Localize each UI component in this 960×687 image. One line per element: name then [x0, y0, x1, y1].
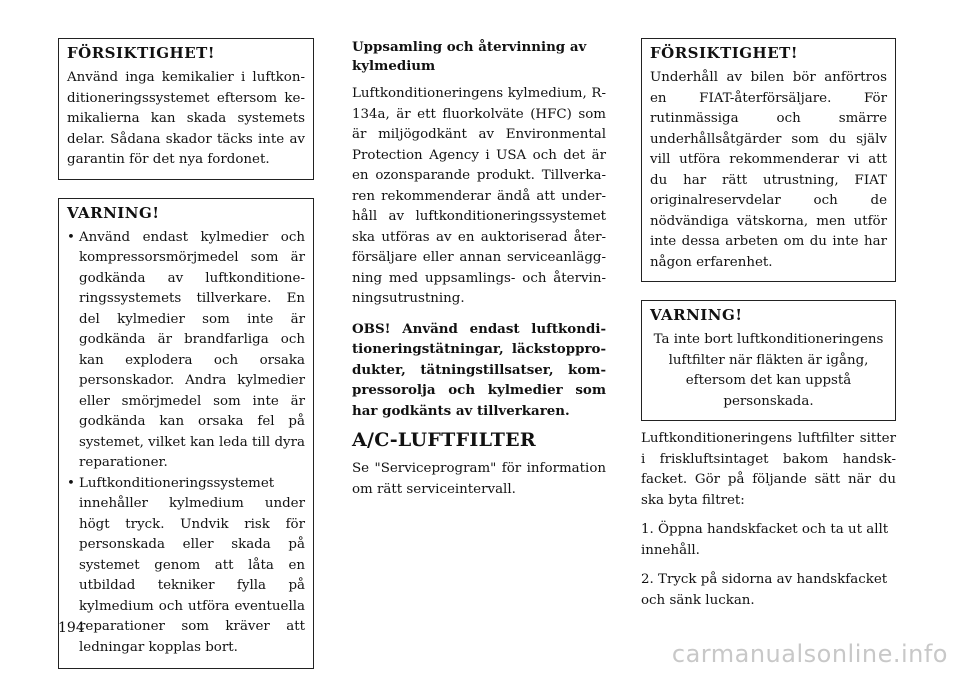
warning-bullet-text: Luftkonditioneringssystemet innehåller kylmedium under högt tryck. Undvik risk för personskada eller skada på systemet genom att låta en utbildad tekniker fylla på kylmedium och utföra eventuella reparationer som kräver att ledningar kopplas bort.: [79, 475, 305, 655]
caution-text: Använd inga kemikalier i luftkonditioneringssystemet eftersom kemikalierna kan skada systemets delar. Sådana skador täcks inte av garantin för det nya fordonet.: [67, 70, 305, 167]
column-middle: [352, 38, 606, 509]
step-item: 2. Tryck på sidorna av handskfacket och sänk luckan.: [641, 572, 888, 608]
section-heading: A/C-LUFTFILTER: [352, 429, 537, 451]
column-right: [641, 38, 896, 620]
warning-title: VARNING!: [650, 306, 743, 324]
watermark: carmanualsonline.info: [671, 640, 948, 668]
bullet-icon: •: [67, 475, 75, 491]
warning-bullet-item: [67, 474, 305, 659]
refrigerant-paragraph: Luftkonditioneringens kylmedium, R-134a, är ett fluorkolväte (HFC) som är miljögodkänt av Environmental Protection Agency i USA och det är en ozonsparande produkt. Tillverkaren rekommenderar ändå att underhåll av luftkonditioneringssystemet ska utföras av en auktoriserad återförsäljare eller annan serviceanläggning med uppsamlings- och återvinningsutrustning.: [352, 86, 606, 306]
obs-note: OBS! Använd endast luftkonditioneringstätningar, läckstopprodukter, tätningstillsatser, kompressorolja och kylmedier som har godkänts av tillverkaren.: [352, 320, 606, 419]
page-number: 194: [58, 620, 85, 636]
caution-title: FÖRSIKTIGHET!: [67, 44, 215, 62]
warning-box: [58, 198, 314, 670]
column-left: [58, 38, 314, 687]
filter-paragraph: Luftkonditioneringens luftfilter sitter i friskluftsintaget bakom handskfacket. Gör på följande sätt när du ska byta filtret:: [641, 431, 896, 508]
caution-text: Underhåll av bilen bör anförtros en FIAT-återförsäljare. För rutinmässiga och smärre underhållsåtgärder som du själv vill utföra rekommenderar vi att du har rätt utrustning, FIAT originalreservdelar och de nödvändiga vätskorna, men utför inte dessa arbeten om du inte har någon erfarenhet.: [650, 70, 887, 270]
bullet-icon: •: [67, 229, 75, 245]
warning-bullet-list: [67, 228, 305, 659]
caution-box: [58, 38, 314, 180]
warning-title: VARNING!: [67, 203, 160, 222]
section-text: Se "Serviceprogram" för information om rätt serviceintervall.: [352, 461, 606, 497]
subsection-heading: Uppsamling och återvinning av kylmedium: [352, 39, 587, 74]
caution-title: FÖRSIKTIGHET!: [650, 44, 798, 62]
step-item: 1. Öppna handskfacket och ta ut allt innehåll.: [641, 522, 889, 558]
warning-text: Ta inte bort luftkonditioneringens luftfilter när fläkten är igång, eftersom det kan uppstå personskada.: [653, 332, 884, 409]
warning-bullet-text: Använd endast kylmedier och kompressorsmörjmedel som är godkända av luftkonditioneringssystemets tillverkare. En del kylmedier som inte är godkända är brandfarliga och kan explodera och orsaka personskador. Andra kylmedier eller smörjmedel som inte är godkända kan orsaka fel på systemet, vilket kan leda till dyra reparationer.: [79, 229, 305, 470]
warning-bullet-item: [67, 228, 305, 474]
warning-box: [641, 300, 896, 421]
caution-box: [641, 38, 896, 282]
